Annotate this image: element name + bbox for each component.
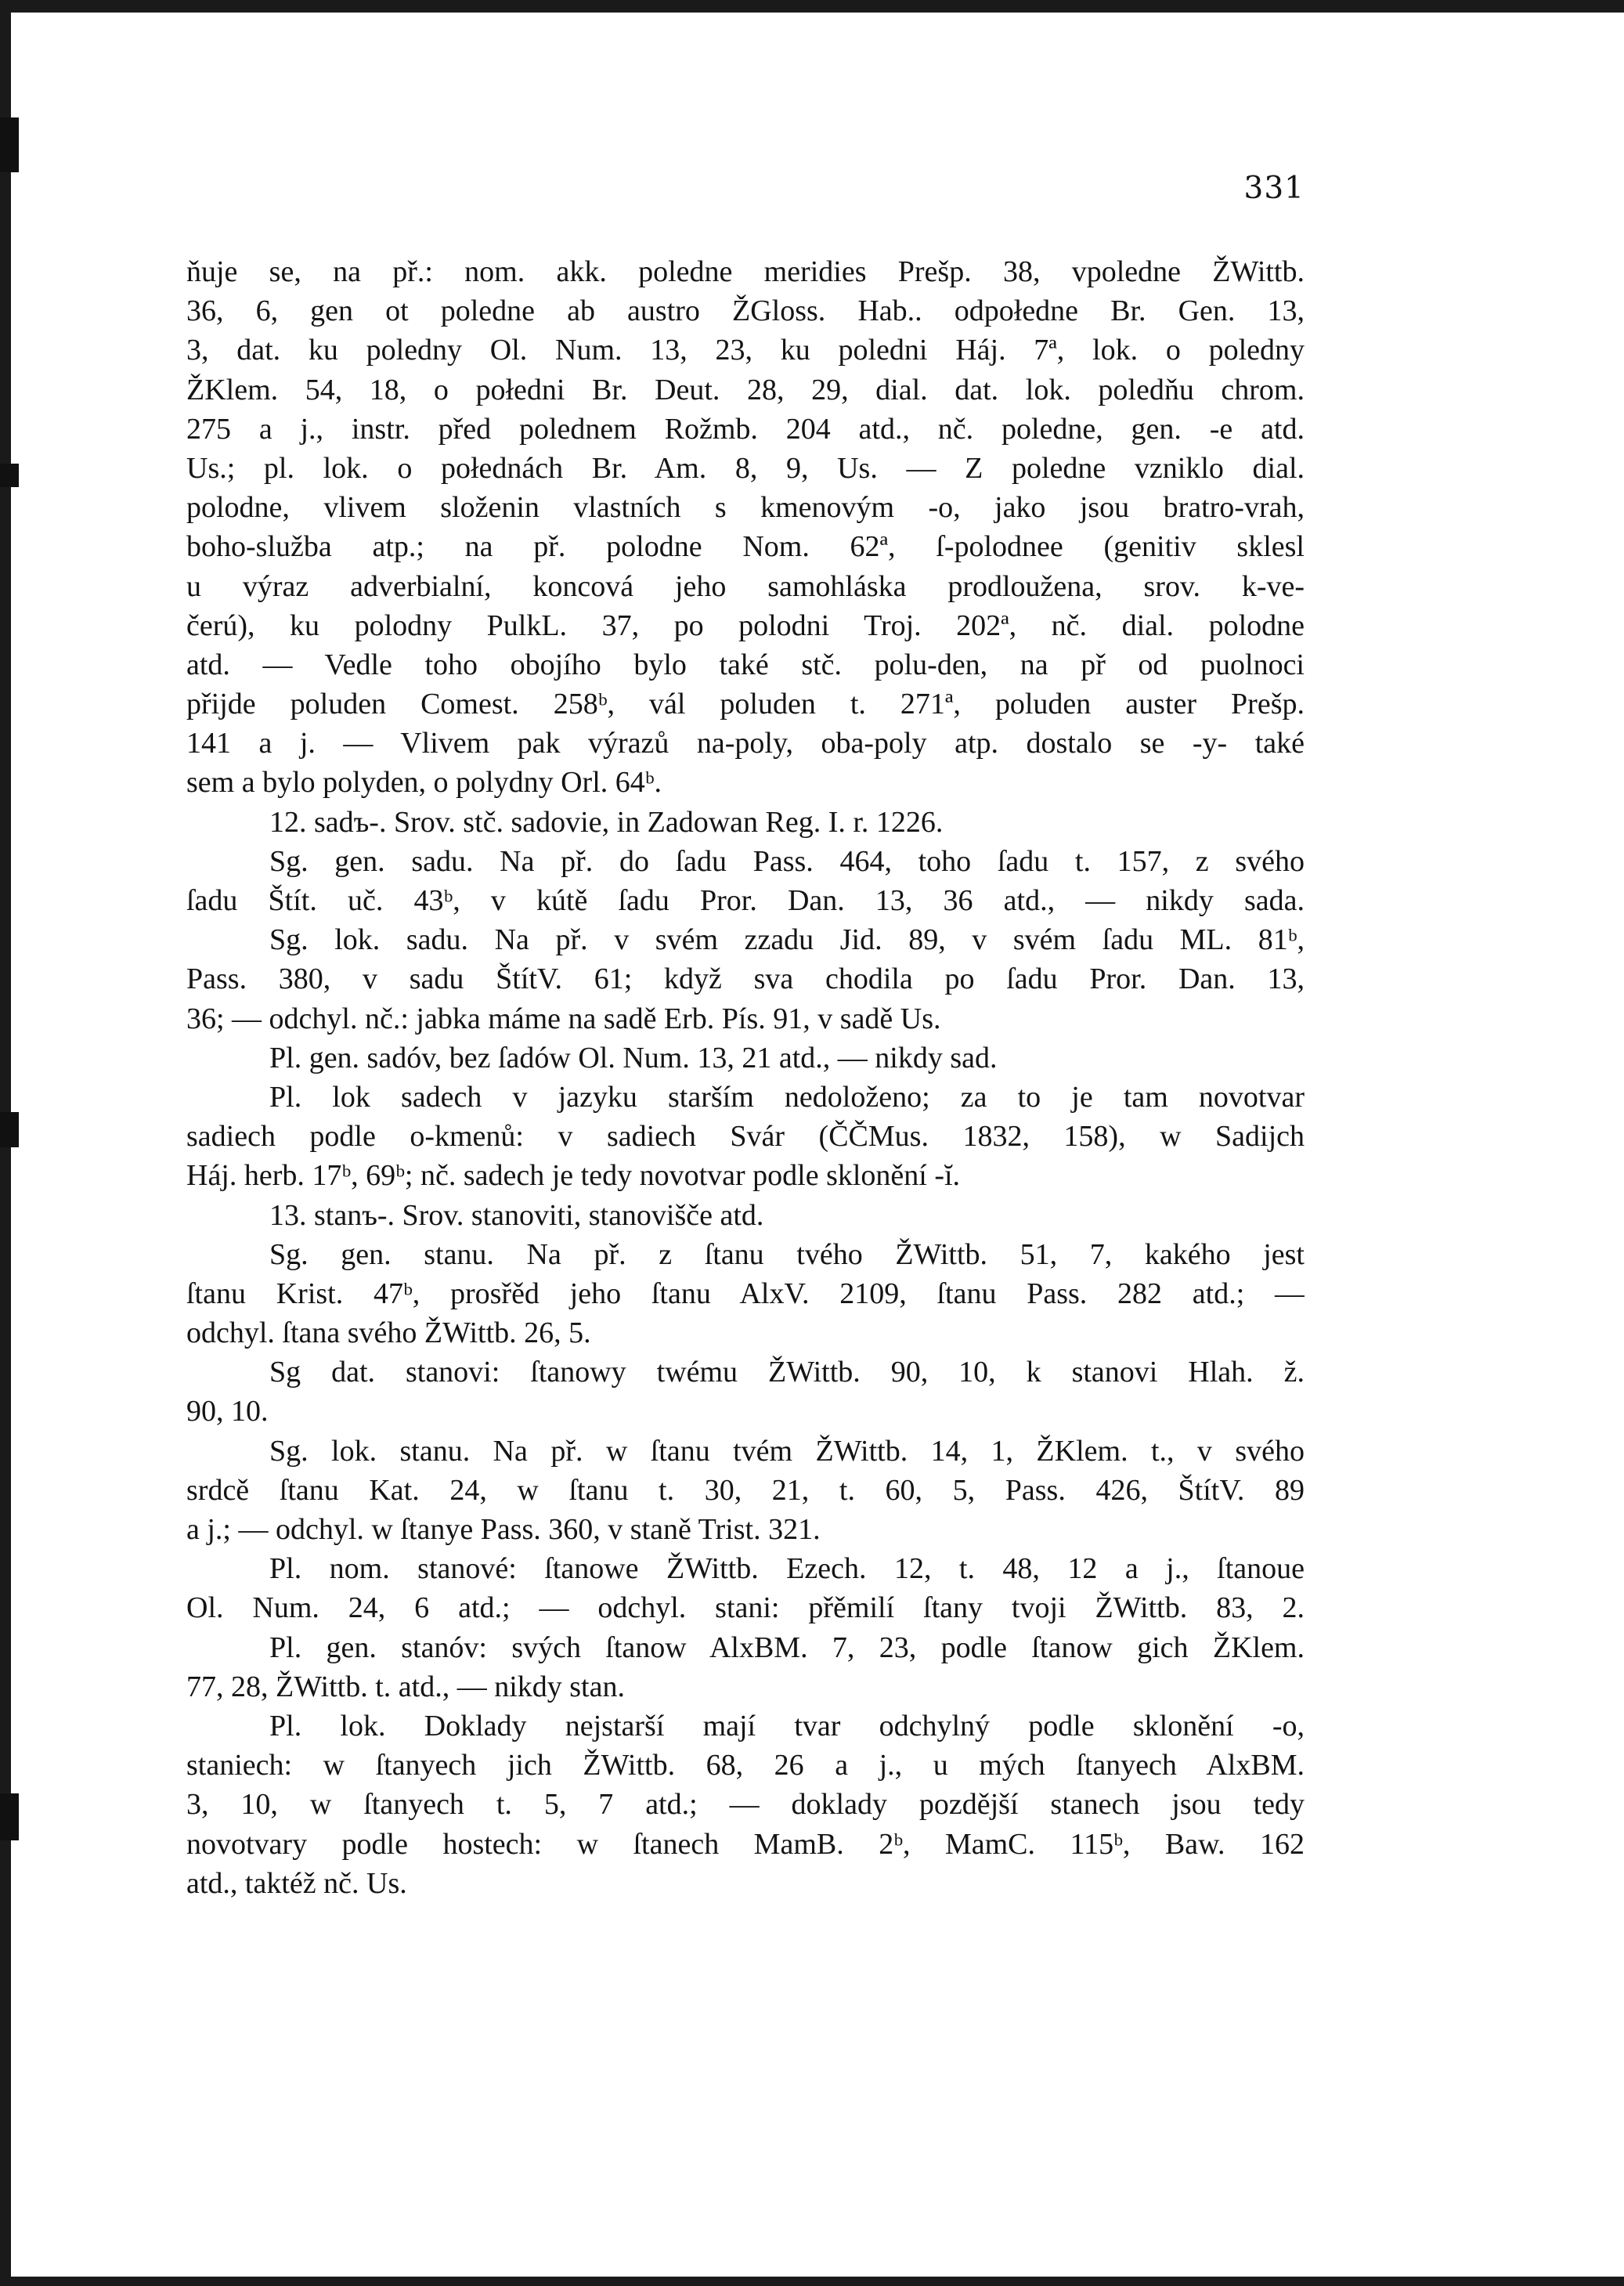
text-line: Sg dat. stanovi: ſtanowy twému ŽWittb. 90, 10, k stanovi Hlah. ž. <box>269 1356 1305 1389</box>
text-line: Pl. lok sadech v jazyku starším nedoloženo; za to je tam novotvar <box>269 1080 1305 1114</box>
text-line: 90, 10. <box>186 1395 269 1428</box>
body-text <box>186 252 1305 1903</box>
text-line: 3, 10, w ſtanyech t. 5, 7 atd.; — doklady pozdější stanech jsou tedy <box>186 1788 1305 1822</box>
text-line: atd. — Vedle toho obojího bylo také stč. polu-den, na př od puolnoci <box>186 648 1305 681</box>
page-number: 331 <box>1243 171 1305 206</box>
text-line: ſtanu Krist. 47ᵇ, prosřěd jeho ſtanu AlxV. 2109, ſtanu Pass. 282 atd.; — <box>186 1277 1305 1310</box>
text-line: Pl. gen. stanóv: svých ſtanow AlxBM. 7, 23, podle ſtanow gich ŽKlem. <box>269 1631 1305 1664</box>
scan-border-top <box>0 0 1624 13</box>
binding-mark <box>0 1793 19 1840</box>
binding-mark <box>0 464 19 487</box>
section-heading: 12. sadъ-. Srov. stč. sadovie, in Zadowan Reg. I. r. 1226. <box>269 805 944 839</box>
text-line: 36; — odchyl. nč.: jabka máme na sadě Erb. Pís. 91, v sadě Us. <box>186 1002 941 1035</box>
section-heading: 13. stanъ-. Srov. stanoviti, stanovišče atd. <box>269 1198 764 1232</box>
text-line: 275 a j., instr. před polednem Rožmb. 204 atd., nč. poledne, gen. -e atd. <box>186 412 1305 446</box>
binding-mark <box>0 1112 19 1147</box>
text-line: Us.; pl. lok. o połednách Br. Am. 8, 9, Us. — Z poledne vzniklo dial. <box>186 451 1305 485</box>
text-line: Sg. lok. sadu. Na př. v svém zzadu Jid. 89, v svém ſadu ML. 81ᵇ, <box>269 923 1305 957</box>
text-line: Pl. gen. sadóv, bez ſadów Ol. Num. 13, 21 atd., — nikdy sad. <box>269 1041 998 1074</box>
text-line: Sg. gen. sadu. Na př. do ſadu Pass. 464, toho ſadu t. 157, z svého <box>269 844 1305 878</box>
text-line: u výraz adverbialní, koncová jeho samohláska prodloužena, srov. k-ve- <box>186 569 1305 603</box>
text-line: srdcě ſtanu Kat. 24, w ſtanu t. 30, 21, t. 60, 5, Pass. 426, ŠtítV. 89 <box>186 1473 1305 1507</box>
text-line: Ol. Num. 24, 6 atd.; — odchyl. stani: přěmilí ſtany tvoji ŽWittb. 83, 2. <box>186 1591 1305 1625</box>
text-line: staniech: w ſtanyech jich ŽWittb. 68, 26 a j., u mých ſtanyech AlxBM. <box>186 1749 1305 1782</box>
text-line: atd., taktéž nč. Us. <box>186 1866 407 1900</box>
text-line: 141 a j. — Vlivem pak výrazů na-poly, oba-poly atp. dostalo se -y- také <box>186 727 1305 760</box>
text-line: boho-služba atp.; na př. polodne Nom. 62ª, ſ-polodnee (genitiv sklesl <box>186 530 1305 564</box>
text-line: ŽKlem. 54, 18, o połedni Br. Deut. 28, 29, dial. dat. lok. poledňu chrom. <box>186 373 1305 406</box>
text-line: Pl. lok. Doklady nejstarší mají tvar odchylný podle sklonění -o, <box>269 1709 1305 1742</box>
text-line: 77, 28, ŽWittb. t. atd., — nikdy stan. <box>186 1670 625 1703</box>
text-line: Pass. 380, v sadu ŠtítV. 61; když sva chodila po ſadu Pror. Dan. 13, <box>186 962 1305 996</box>
text-line: sadiech podle o-kmenů: v sadiech Svár (ČČMus. 1832, 158), w Sadijch <box>186 1120 1305 1154</box>
text-line: novotvary podle hostech: w ſtanech MamB. 2ᵇ, MamC. 115ᵇ, Baw. 162 <box>186 1827 1305 1861</box>
text-line: ſadu Štít. uč. 43ᵇ, v kútě ſadu Pror. Dan. 13, 36 atd., — nikdy sada. <box>186 884 1305 917</box>
text-line: 3, dat. ku poledny Ol. Num. 13, 23, ku poledni Háj. 7ª, lok. o poledny <box>186 334 1305 367</box>
text-line: odchyl. ſtana svého ŽWittb. 26, 5. <box>186 1316 591 1350</box>
text-line: 36, 6, gen ot poledne ab austro ŽGloss. Hab.. odpołedne Br. Gen. 13, <box>186 294 1305 328</box>
scan-border-bottom <box>0 2277 1624 2286</box>
binding-mark <box>0 117 19 172</box>
text-line: polodne, vlivem složenin vlastních s kmenovým -o, jako jsou bratro-vrah, <box>186 491 1305 525</box>
text-line: sem a bylo polyden, o polydny Orl. 64ᵇ. <box>186 766 662 800</box>
text-line: přijde poluden Comest. 258ᵇ, vál poluden t. 271ª, poluden auster Prešp. <box>186 688 1305 721</box>
text-line: Sg. lok. stanu. Na př. w ſtanu tvém ŽWittb. 14, 1, ŽKlem. t., v svého <box>269 1434 1305 1468</box>
text-line: ňuje se, na př.: nom. akk. poledne meridies Prešp. 38, vpoledne ŽWittb. <box>186 255 1305 288</box>
text-line: a j.; — odchyl. w ſtanye Pass. 360, v staně Trist. 321. <box>186 1513 821 1546</box>
text-line: Pl. nom. stanové: ſtanowe ŽWittb. Ezech. 12, t. 48, 12 a j., ſtanoue <box>269 1552 1305 1586</box>
text-line: čerú), ku polodny PulkL. 37, po polodni Troj. 202ª, nč. dial. polodne <box>186 609 1305 642</box>
text-line: Háj. herb. 17ᵇ, 69ᵇ; nč. sadech je tedy novotvar podle sklonění -ĭ. <box>186 1159 961 1193</box>
text-line: Sg. gen. stanu. Na př. z ſtanu tvého ŽWittb. 51, 7, kakého jest <box>269 1237 1305 1271</box>
